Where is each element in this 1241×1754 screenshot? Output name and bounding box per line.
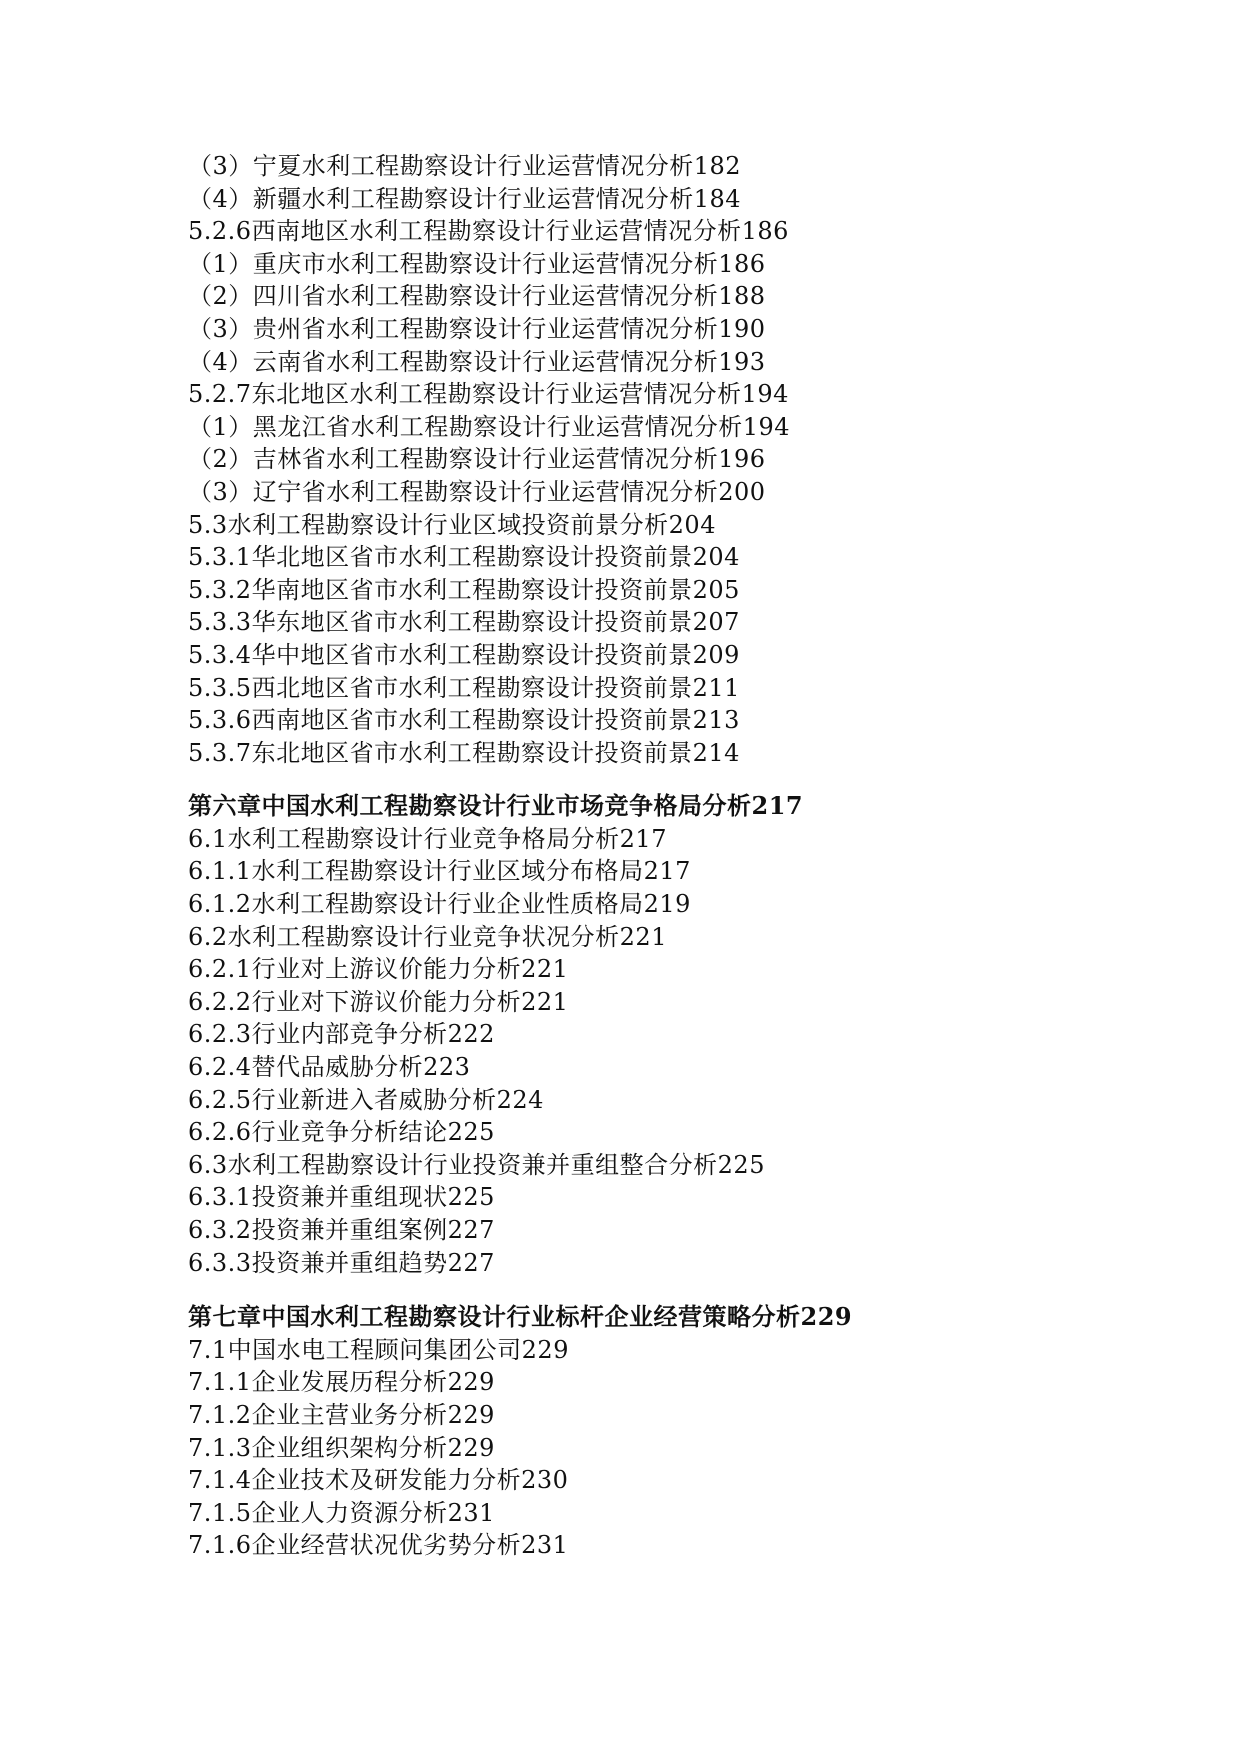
table-of-contents bbox=[188, 150, 1148, 1562]
toc-entry: 6.3.3投资兼并重组趋势227 bbox=[188, 1248, 495, 1277]
toc-entry: 7.1中国水电工程顾问集团公司229 bbox=[188, 1335, 569, 1364]
toc-entry: （3）宁夏水利工程勘察设计行业运营情况分析182 bbox=[188, 152, 742, 180]
toc-entry: （1）黑龙江省水利工程勘察设计行业运营情况分析194 bbox=[188, 412, 791, 441]
chapter-heading: 第六章中国水利工程勘察设计行业市场竞争格局分析217 bbox=[188, 791, 804, 821]
toc-entry: （1）重庆市水利工程勘察设计行业运营情况分析186 bbox=[188, 249, 766, 278]
toc-entry: 6.1水利工程勘察设计行业竞争格局分析217 bbox=[188, 824, 667, 853]
toc-entry: 7.1.6企业经营状况优劣势分析231 bbox=[188, 1531, 569, 1560]
toc-entry: 7.1.5企业人力资源分析231 bbox=[188, 1498, 495, 1527]
toc-entry: 5.3.6西南地区省市水利工程勘察设计投资前景213 bbox=[188, 706, 740, 735]
toc-entry: 7.1.1企业发展历程分析229 bbox=[188, 1368, 495, 1397]
toc-entry: 7.1.4企业技术及研发能力分析230 bbox=[188, 1466, 569, 1495]
toc-entry: （4）新疆水利工程勘察设计行业运营情况分析184 bbox=[188, 184, 742, 213]
spacer bbox=[188, 769, 1148, 790]
toc-entry: 6.2.3行业内部竞争分析222 bbox=[188, 1020, 495, 1049]
toc-entry: （3）贵州省水利工程勘察设计行业运营情况分析190 bbox=[188, 314, 766, 343]
toc-entry: 6.3水利工程勘察设计行业投资兼并重组整合分析225 bbox=[188, 1150, 765, 1179]
toc-entry: 5.3.7东北地区省市水利工程勘察设计投资前景214 bbox=[188, 738, 740, 767]
toc-entry: 6.2.1行业对上游议价能力分析221 bbox=[188, 955, 569, 984]
toc-entry: 7.1.3企业组织架构分析229 bbox=[188, 1433, 495, 1462]
toc-entry: （2）四川省水利工程勘察设计行业运营情况分析188 bbox=[188, 282, 766, 311]
toc-entry: 6.2.4替代品威胁分析223 bbox=[188, 1053, 471, 1082]
toc-entry: 5.3.4华中地区省市水利工程勘察设计投资前景209 bbox=[188, 640, 740, 669]
spacer bbox=[188, 1279, 1148, 1301]
toc-entry: 5.2.7东北地区水利工程勘察设计行业运营情况分析194 bbox=[188, 380, 789, 409]
toc-entry: 6.2水利工程勘察设计行业竞争状况分析221 bbox=[188, 922, 667, 951]
toc-entry: （3）辽宁省水利工程勘察设计行业运营情况分析200 bbox=[188, 477, 766, 506]
toc-section-5 bbox=[188, 150, 1148, 769]
toc-entry: 6.2.6行业竞争分析结论225 bbox=[188, 1118, 495, 1147]
toc-entry: 7.1.2企业主营业务分析229 bbox=[188, 1400, 495, 1429]
toc-entry: 5.3.5西北地区省市水利工程勘察设计投资前景211 bbox=[188, 673, 740, 702]
toc-entry: 6.3.2投资兼并重组案例227 bbox=[188, 1216, 495, 1244]
toc-chapter-6 bbox=[188, 790, 1148, 1279]
toc-entry: 6.1.2水利工程勘察设计行业企业性质格局219 bbox=[188, 890, 691, 919]
toc-chapter-7 bbox=[188, 1301, 1148, 1562]
toc-entry: 5.3.2华南地区省市水利工程勘察设计投资前景205 bbox=[188, 575, 740, 604]
toc-entry: （4）云南省水利工程勘察设计行业运营情况分析193 bbox=[188, 347, 766, 376]
toc-entry: 6.2.5行业新进入者威胁分析224 bbox=[188, 1085, 544, 1114]
chapter-heading: 第七章中国水利工程勘察设计行业标杆企业经营策略分析229 bbox=[188, 1302, 853, 1332]
toc-entry: 6.3.1投资兼并重组现状225 bbox=[188, 1183, 495, 1212]
toc-entry: 5.3水利工程勘察设计行业区域投资前景分析204 bbox=[188, 510, 716, 539]
toc-entry: 5.3.3华东地区省市水利工程勘察设计投资前景207 bbox=[188, 608, 740, 637]
toc-entry: 5.3.1华北地区省市水利工程勘察设计投资前景204 bbox=[188, 543, 740, 572]
toc-entry: 6.1.1水利工程勘察设计行业区域分布格局217 bbox=[188, 857, 691, 886]
toc-entry: （2）吉林省水利工程勘察设计行业运营情况分析196 bbox=[188, 445, 766, 474]
toc-entry: 6.2.2行业对下游议价能力分析221 bbox=[188, 987, 569, 1016]
toc-entry: 5.2.6西南地区水利工程勘察设计行业运营情况分析186 bbox=[188, 217, 789, 246]
